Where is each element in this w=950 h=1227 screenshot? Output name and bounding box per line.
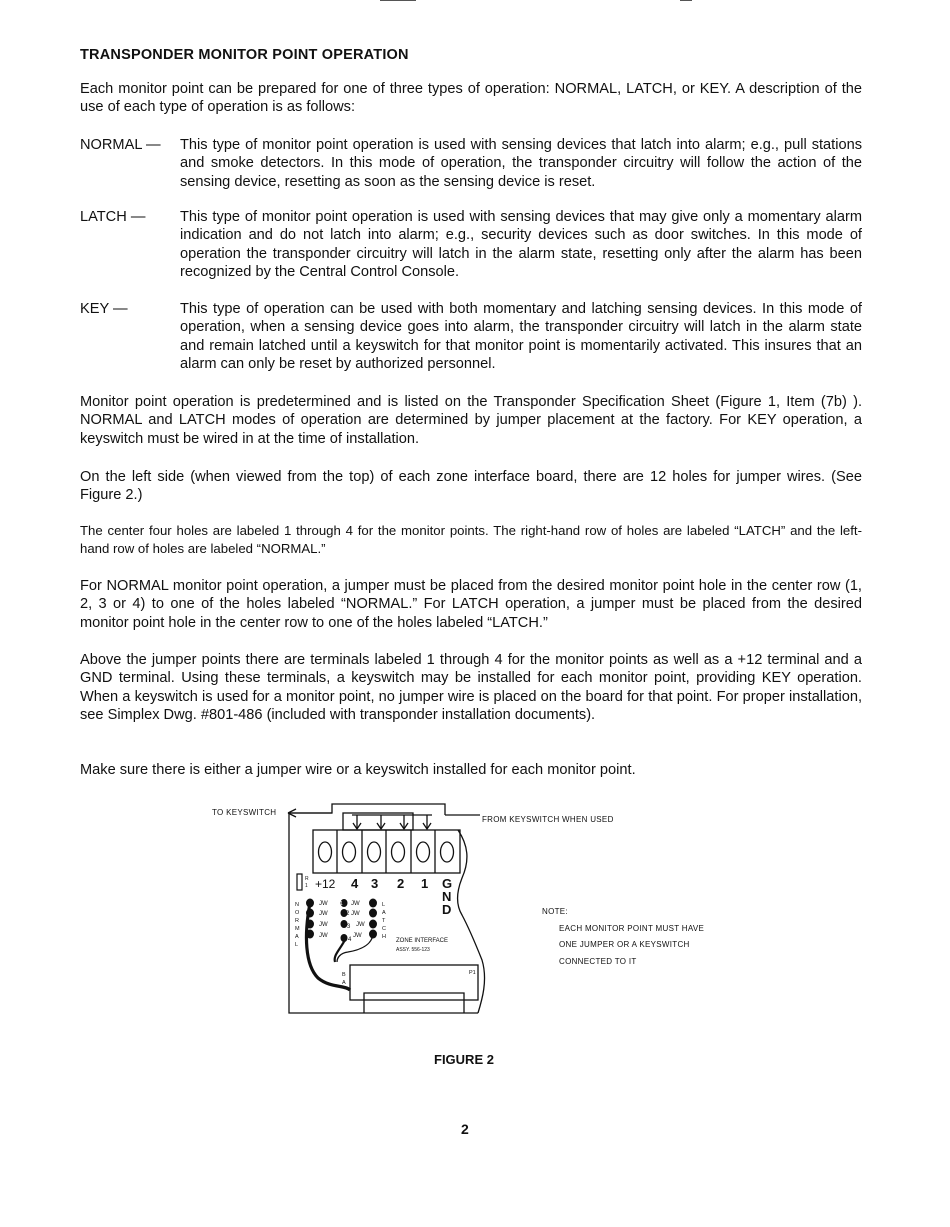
r1-label-1: 1 xyxy=(305,883,308,889)
page-number: 2 xyxy=(461,1121,469,1137)
latch-letter: C xyxy=(382,926,386,932)
hole-number: 2 xyxy=(346,911,350,917)
terminal-screw xyxy=(343,842,356,862)
terminal-screw xyxy=(441,842,454,862)
to-keyswitch-label: TO KEYSWITCH xyxy=(212,808,277,817)
hole-number: 1 xyxy=(340,901,343,907)
paragraph-predetermined: Monitor point operation is predetermined and is listed on the Transponder Specification Sheet (Figure 1, Item (7b) ). NORMAL and LATCH modes of operation are determined by jumper placement at the factory. For KEY operation, a keyswitch must be wired in at the time of installation. xyxy=(80,394,862,447)
jw-label: JW xyxy=(356,922,365,928)
paragraph-center-holes: The center four holes are labeled 1 through 4 for the monitor points. The right-hand row of holes are labeled “LATCH” and the left-hand row of holes are labeled “NORMAL.” xyxy=(80,523,862,557)
connector-p1 xyxy=(350,965,478,1000)
terminal-label-4: 4 xyxy=(351,876,359,891)
latch-letter: H xyxy=(382,934,386,940)
paragraph-make-sure: Make sure there is either a jumper wire or a keyswitch installed for each monitor point. xyxy=(80,762,636,778)
note-line: ONE JUMPER OR A KEYSWITCH xyxy=(559,940,690,949)
definition-term-normal: NORMAL — xyxy=(80,137,161,153)
jw-label: JW xyxy=(351,911,360,917)
gnd-letter-n: N xyxy=(442,889,452,904)
jumper-wire-short xyxy=(335,938,346,962)
connector-slot xyxy=(364,993,464,1013)
gnd-letter-d: D xyxy=(442,902,452,917)
board-assy: ASSY. 556-123 xyxy=(396,947,430,953)
hole-number: 4 xyxy=(348,937,352,943)
resistor-r1 xyxy=(297,874,302,890)
definition-text-latch: This type of monitor point operation is used with sensing devices that may give only a momentary alarm indication and do not latch into alarm; e.g., security devices such as door switches. In this mode of operation the transponder circuitry will latch in the alarm state, resetting only after the alarm has been recognized by the Central Control Console. xyxy=(180,209,862,280)
terminal-screw xyxy=(392,842,405,862)
normal-letter: R xyxy=(295,918,299,924)
jw-label: JW xyxy=(319,911,328,917)
paragraph-terminals: Above the jumper points there are terminals labeled 1 through 4 for the monitor points as well as a +12 terminal and a GND terminal. Using these terminals, a keyswitch may be installed for each monitor point, providing KEY operation. When a keyswitch is used for a monitor point, no jumper wire is placed on the board for that point. For proper installation, see Simplex Dwg. #801-486 (included with transponder installation documents). xyxy=(80,652,862,723)
board-break-line xyxy=(458,830,485,1013)
jw-label: JW xyxy=(351,901,360,907)
label-a: A xyxy=(342,980,346,986)
r1-label-r: R xyxy=(305,876,309,882)
jw-label: JW xyxy=(319,901,328,907)
paragraph-left-side: On the left side (when viewed from the top) of each zone interface board, there are 12 holes for jumper wires. (See Figure 2.) xyxy=(80,469,862,504)
section-heading: TRANSPONDER MONITOR POINT OPERATION xyxy=(80,47,409,63)
note-line: EACH MONITOR POINT MUST HAVE xyxy=(559,923,705,933)
from-keyswitch-label: FROM KEYSWITCH WHEN USED xyxy=(482,815,614,824)
figure-note xyxy=(542,904,704,970)
jw-label: JW xyxy=(319,933,328,939)
jw-label: JW xyxy=(353,933,362,939)
board-name: ZONE INTERFACE xyxy=(396,938,449,944)
terminal-label-2: 2 xyxy=(397,876,405,891)
normal-letter: O xyxy=(295,910,300,916)
intro-paragraph: Each monitor point can be prepared for one of three types of operation: NORMAL, LATCH, or KEY. A description of the use of each type of operation is as follows: xyxy=(80,81,862,116)
latch-letter: L xyxy=(382,902,386,908)
note-line: CONNECTED TO IT xyxy=(559,956,637,966)
hole-number: 3 xyxy=(347,924,351,930)
normal-letter: A xyxy=(295,934,299,940)
terminal-screw xyxy=(319,842,332,862)
jw-label: JW xyxy=(319,922,328,928)
definition-term-latch: LATCH — xyxy=(80,209,146,225)
terminal-screw xyxy=(368,842,381,862)
terminal-label-plus12: +12 xyxy=(315,877,336,891)
terminal-label-3: 3 xyxy=(371,876,379,891)
definition-term-key: KEY — xyxy=(80,301,128,317)
paragraph-normal-operation: For NORMAL monitor point operation, a jumper must be placed from the desired monitor point hole in the center row (1, 2, 3 or 4) to one of the holes labeled “NORMAL.” For LATCH operation, a jumper must be placed from the desired monitor point hole in the center row to one of the holes labeled “LATCH.” xyxy=(80,578,862,631)
definition-text-normal: This type of monitor point operation is used with sensing devices that latch into alarm; e.g., pull stations and smoke detectors. In this mode of operation, the transponder circuitry will follow the action of the sensing device, resetting as soon as the sensing device is reset. xyxy=(180,137,862,190)
definition-text-key: This type of operation can be used with both momentary and latching sensing devices. In this mode of operation, when a sensing device goes into alarm, the transponder circuitry will latch in the alarm state and remain latched until a keyswitch for that monitor point is momentarily activated. This insures that an alarm can only be reset by authorized personnel. xyxy=(180,301,862,372)
normal-letter: N xyxy=(295,902,299,908)
label-p1: P1 xyxy=(469,970,476,976)
terminal-label-1: 1 xyxy=(421,876,429,891)
note-heading: NOTE: xyxy=(542,907,568,916)
latch-letter: A xyxy=(382,910,386,916)
figure-caption: FIGURE 2 xyxy=(434,1052,494,1067)
terminal-screw xyxy=(417,842,430,862)
normal-letter: L xyxy=(295,942,299,948)
label-b: B xyxy=(342,972,346,978)
gnd-letter-g: G xyxy=(442,876,453,891)
normal-letter: M xyxy=(295,926,300,932)
latch-letter: T xyxy=(382,918,386,924)
